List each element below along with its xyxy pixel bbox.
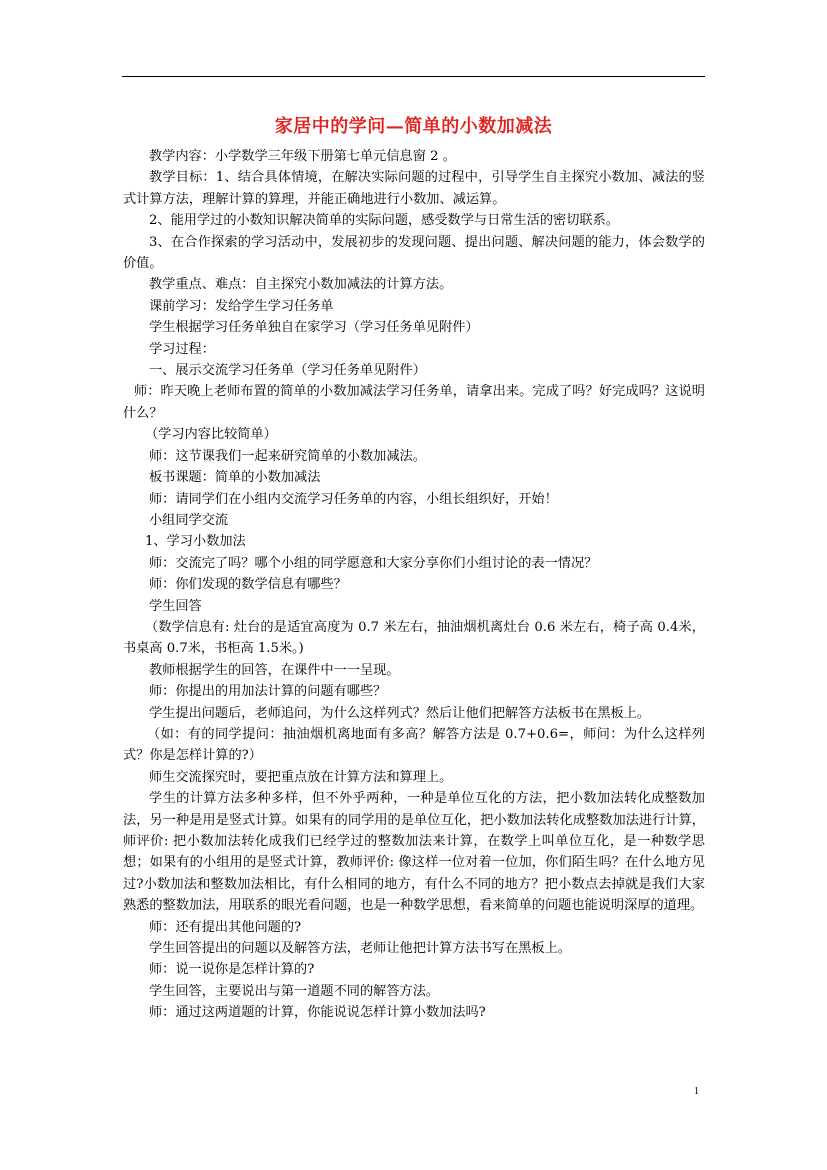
paragraph: 学习过程： [149, 341, 215, 357]
paragraph: 学生回答提出的问题以及解答方法，老师让他把计算方法书写在黑板上。 [149, 941, 571, 957]
document-title: 家居中的学问—简单的小数加减法 [274, 116, 553, 137]
paragraph: （如：有的同学提问：抽油烟机离地面有多高？解答方法是 0.7+0.6=，师问：为什么这样列式？你是怎样计算的?） [123, 726, 705, 764]
paragraph: 学生根据学习任务单独自在家学习（学习任务单见附件） [149, 320, 479, 336]
paragraph: 学生回答 [149, 598, 202, 614]
page-number: 1 [694, 1086, 699, 1097]
paragraph: 师：还有提出其他问题的? [149, 919, 302, 935]
paragraph: 师：你们发现的数学信息有哪些？ [149, 577, 347, 593]
document-body [123, 146, 705, 1024]
paragraph: 师：说一说你是怎样计算的? [149, 962, 315, 978]
paragraph: 2、能用学过的小数知识解决简单的实际问题，感受数学与日常生活的密切联系。 [149, 213, 619, 229]
paragraph: （学习内容比较简单） [145, 427, 277, 443]
paragraph: 师：交流完了吗？哪个小组的同学愿意和大家分享你们小组讨论的表一情况？ [149, 555, 598, 571]
paragraph: 3、在合作探索的学习活动中，发展初步的发现问题、提出问题、解决问题的能力，体会数学的价值。 [123, 234, 705, 272]
paragraph: 学生回答，主要说出与第一道题不同的解答方法。 [149, 983, 440, 999]
paragraph: 一、展示交流学习任务单（学习任务单见附件） [149, 363, 426, 379]
paragraph: 学生提出问题后，老师追问，为什么这样列式？然后让他们把解答方法板书在黑板上。 [149, 705, 651, 721]
paragraph: 教学重点、难点：自主探究小数加减法的计算方法。 [149, 277, 453, 293]
paragraph: 师：通过这两道题的计算，你能说说怎样计算小数加法吗? [149, 1005, 486, 1021]
paragraph: 师：你提出的用加法计算的问题有哪些？ [149, 684, 387, 700]
paragraph: 板书课题：简单的小数加减法 [149, 470, 321, 486]
paragraph: 教学内容：小学数学三年级下册第七单元信息窗 2 。 [149, 149, 456, 164]
paragraph: 师：昨天晚上老师布置的简单的小数加减法学习任务单，请拿出来。完成了吗？好完成吗？这说明什么？ [123, 384, 705, 421]
paragraph: 师：这节课我们一起来研究简单的小数加减法。 [149, 448, 426, 464]
paragraph: 教师根据学生的回答，在课件中一一呈现。 [149, 662, 400, 678]
paragraph: 小组同学交流 [149, 512, 229, 528]
paragraph: 师生交流探究时，要把重点放在计算方法和算理上。 [149, 769, 453, 785]
header-rule [122, 76, 705, 77]
paragraph: 学生的计算方法多种多样，但不外乎两种，一种是单位互化的方法，把小数加法转化成整数加法，另一种是用是竖式计算。如果有的同学用的是单位互化，把小数加法转化成整数加法进行计算，师评价: 把小数加法转化成我们已经学过的整数加法来计算，在数学上叫单位互化，是一种数学思想；如果有的小组用的是竖式计算，教师评价: 像这样一位对着一位加，你们陌生吗？在什么地方见过?小数加法和整数加法相比，有什么相同的地方，有什么不同的地方？把小数点去掉就是我们大家熟悉的整数加法，用联系的眼光看问题，也是一种数学思想，看来简单的问题也能说明深厚的道理。 [123, 791, 705, 914]
paragraph: 教学目标：1、结合具体情境，在解决实际问题的过程中，引导学生自主探究小数加、减法的竖式计算方法，理解计算的算理，并能正确地进行小数加、减运算。 [123, 170, 705, 207]
paragraph: （数学信息有: 灶台的是适宜高度为 0.7 米左右，抽油烟机离灶台 0.6 米左右，椅子高 0.4米，书桌高 0.7米，书柜高 1.5米。) [123, 619, 705, 657]
paragraph: 课前学习：发给学生学习任务单 [149, 298, 334, 314]
paragraph: 1、学习小数加法 [145, 534, 246, 550]
paragraph: 师：请同学们在小组内交流学习任务单的内容，小组长组织好，开始！ [149, 491, 558, 507]
